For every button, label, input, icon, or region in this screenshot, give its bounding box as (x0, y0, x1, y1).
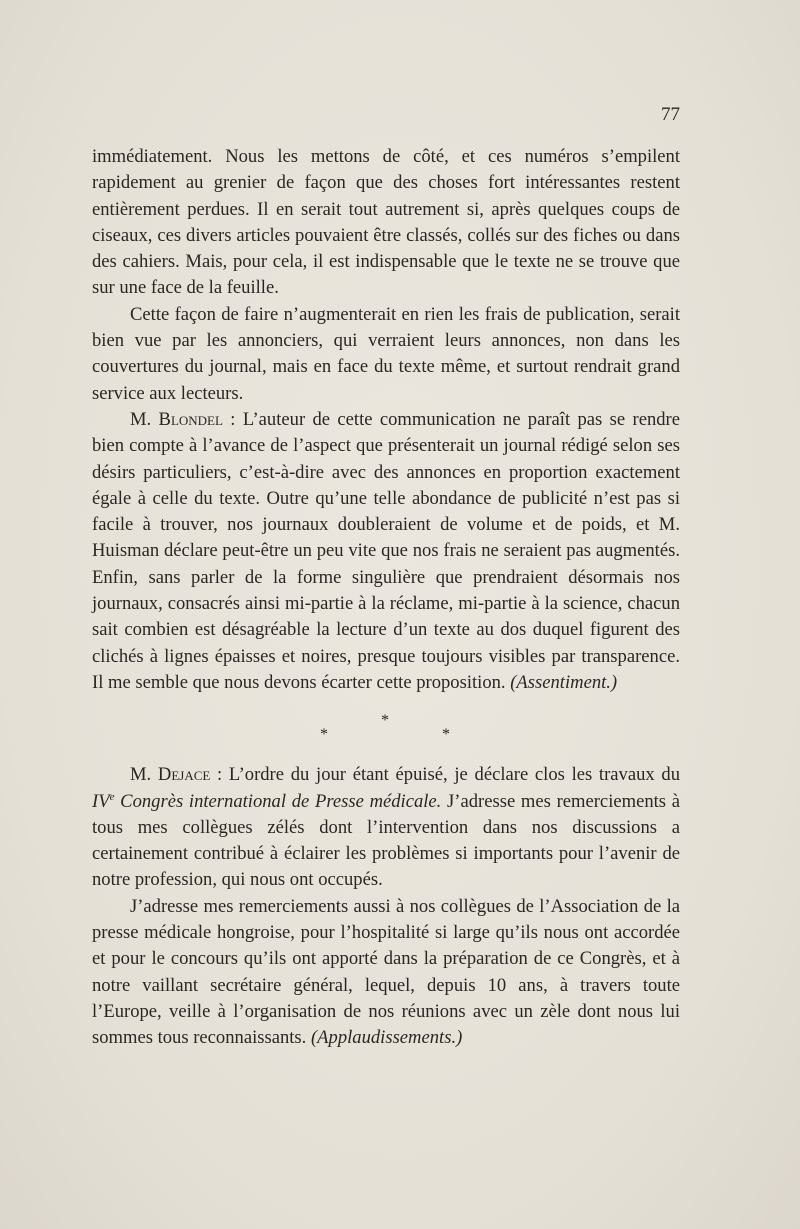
body-text (92, 144, 680, 1052)
paragraph-continuation: immédiatement. Nous les mettons de côté, et ces numéros s’empilent rapidement au grenier de façon que des choses fort intéressantes restent entièrement perdues. Il en serait tout autrement si, après quelques coups de ciseaux, ces divers articles pouvaient être classés, collés sur des fiches ou dans des cahiers. Mais, pour cela, il est indispensable que le texte ne se trouve que sur une face de la feuille. (92, 146, 680, 299)
congress-title (92, 791, 441, 812)
dejace-statement-end: J’adresse mes remerciements à tous mes collègues zélés dont l’intervention dans nos discussions a certainement contribué à éclairer les problèmes si importants pour l’avenir de notre profession, qui nous ont occupés. (92, 790, 680, 891)
final-closing-remark: (Applaudissements.) (310, 1027, 463, 1049)
asterism-star-left: * (320, 726, 328, 744)
congress-number: IV (92, 790, 110, 812)
speaker-name-dejace: Dejace (157, 764, 211, 786)
asterism-star-top: * (381, 712, 389, 730)
speaker-prefix: M. (130, 764, 158, 786)
blondel-closing-remark: (Assentiment.) (510, 671, 618, 693)
paragraph-dejace (92, 762, 680, 893)
dejace-statement-start: : L’ordre du jour étant épuisé, je déclare clos les travaux du (210, 764, 680, 786)
congress-name: Congrès international de Presse médicale. (114, 790, 442, 812)
speaker-prefix: M. (130, 408, 159, 430)
blondel-statement: : L’auteur de cette communication ne paraît pas se rendre bien compte à l’avance de l’aspect que présenterait un journal rédigé selon ses désirs particuliers, c’est-à-dire avec des annonces en proportion exactement égale à celle du texte. Outre qu’une telle abondance de publicité n’est pas si facile à trouver, nos journaux doubleraient de volume et de poids, et M. Huisman déclare peut-être un peu vite que nos frais ne seraient pas augmentés. Enfin, sans parler de la forme singulière que prendraient désormais nos journaux, consacrés ainsi mi-partie à la réclame, mi-partie à la science, chacun sait combien est désagréable la lecture d’un texte au dos duquel figurent des clichés à lignes épaisses et noires, presque toujours visibles par transparence. Il me semble que nous devons écarter cette proposition. (92, 408, 680, 693)
paragraph-final-thanks (92, 894, 680, 1052)
asterism-star-right: * (442, 726, 450, 744)
final-thanks-text: J’adresse mes remerciements aussi à nos collègues de l’Association de la presse médicale hongroise, pour l’hospitalité si large qu’ils nous ont accordée et pour le concours qu’ils ont apporté dans la préparation de ce Congrès, et à notre vaillant secrétaire général, lequel, depuis 10 ans, à travers toute l’Europe, veille à l’organisation de nos réunions avec un zèle dont nous lui sommes tous reconnaissants. (92, 895, 680, 1049)
speaker-name-blondel: Blondel (158, 408, 223, 430)
congress-number-suffix: e (109, 790, 115, 803)
asterism-divider (92, 696, 680, 748)
paragraph-publication-costs: Cette façon de faire n’augmenterait en rien les frais de publication, serait bien vue par les annonciers, qui verraient leurs annonces, non dans les couvertures du journal, mais en face du texte même, et surtout rendrait grand service aux lecteurs. (92, 303, 680, 404)
page-number: 77 (661, 104, 680, 125)
paragraph-blondel (92, 407, 680, 696)
